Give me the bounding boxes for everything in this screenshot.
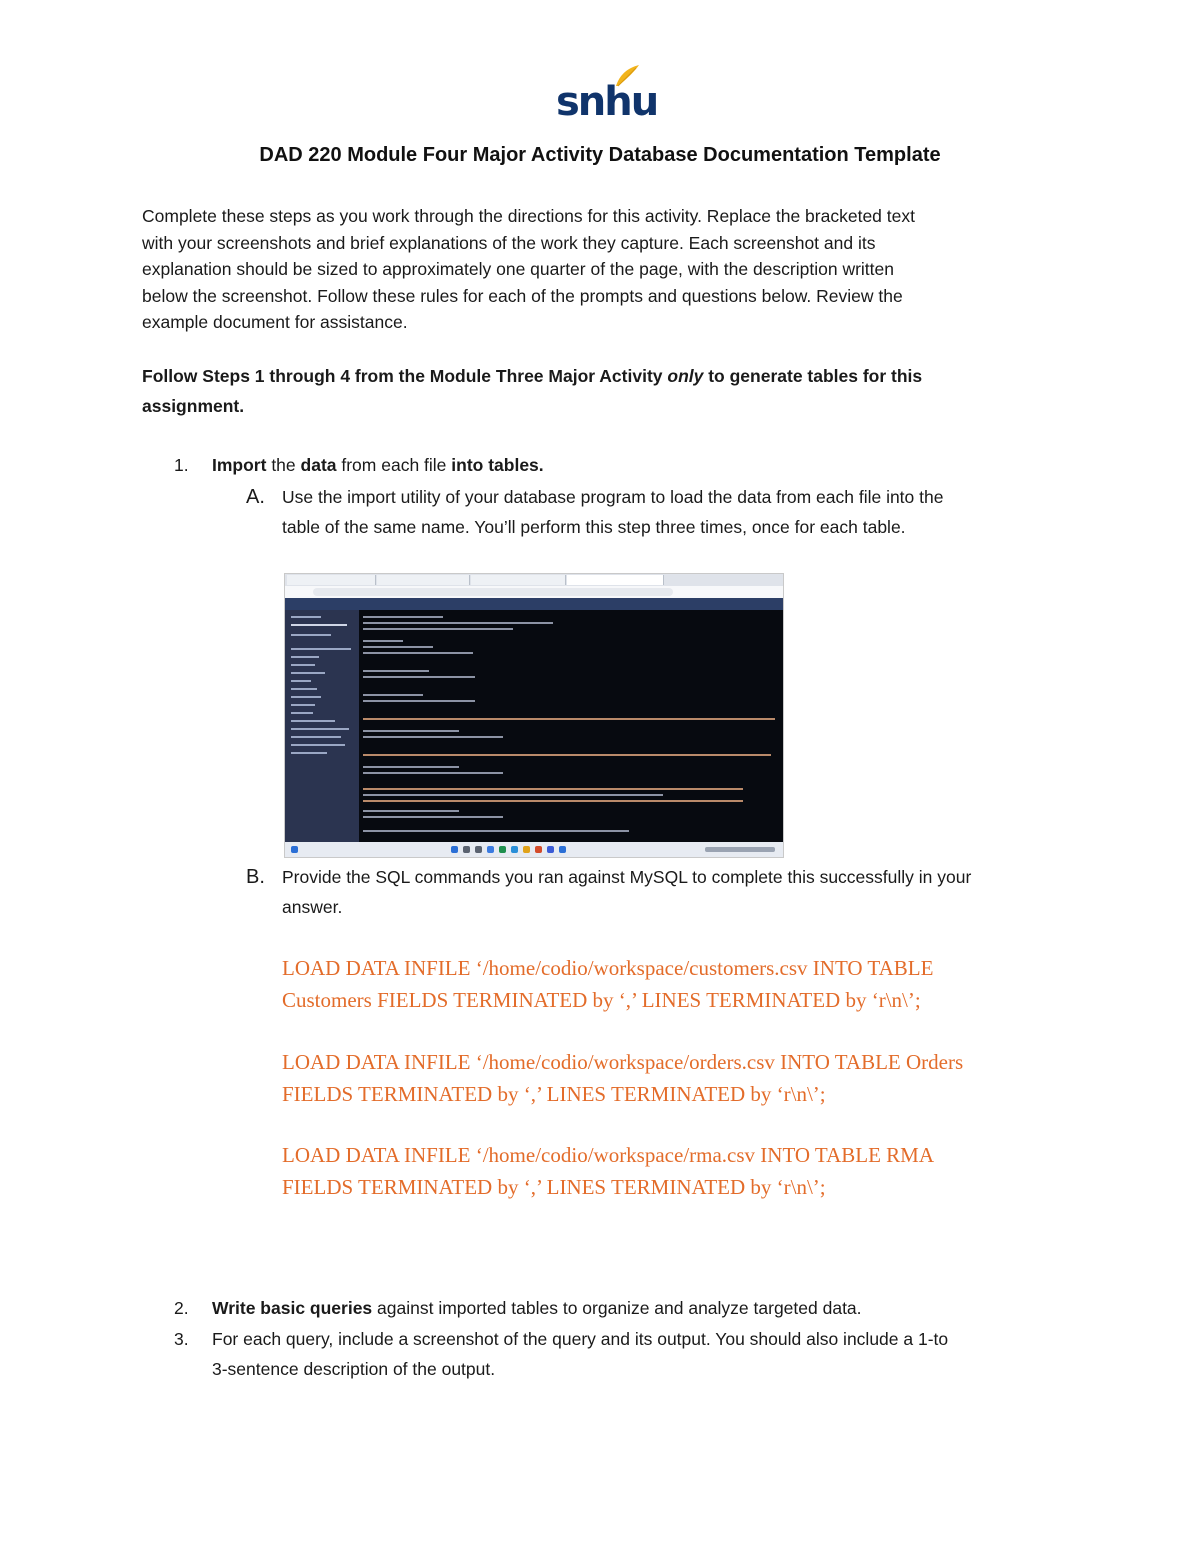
sql-line: FIELDS TERMINATED by ‘,’ LINES TERMINATED by ‘r\n\’; [282,1175,826,1199]
sql-line: LOAD DATA INFILE ‘/home/codio/workspace/customers.csv INTO TABLE [282,956,934,980]
intro-paragraph [142,203,1052,336]
step-1a-line: Use the import utility of your database program to load the data from each file into the [282,487,944,507]
logo-text: snhu [556,79,658,125]
sql-command [282,1139,1062,1203]
intro-line: Complete these steps as you work through the directions for this activity. Replace the bracketed text [142,206,915,226]
intro-line: explanation should be sized to approximately one quarter of the page, with the description written [142,259,894,279]
step-3-line: For each query, include a screenshot of the query and its output. You should also include a 1-to [212,1329,949,1349]
step-1-bold: data [300,455,337,475]
step-3-text [212,1324,1072,1384]
page-title: DAD 220 Module Four Major Activity Database Documentation Template [259,144,941,166]
step-1-number: 1. [174,455,189,475]
step-1a-letter: A. [246,486,265,508]
intro-line: below the screenshot. Follow these rules for each of the prompts and questions below. Review the [142,285,903,306]
sql-line: FIELDS TERMINATED by ‘,’ LINES TERMINATED by ‘r\n\’; [282,1082,826,1106]
step-1-bold: into tables. [451,455,544,475]
step-2-text [212,1293,862,1323]
sql-command [282,952,1062,1016]
follow-text: assignment. [142,396,245,416]
step-1a-text [282,482,1082,542]
step-3-number: 3. [174,1329,189,1349]
sql-line: LOAD DATA INFILE ‘/home/codio/workspace/rma.csv INTO TABLE RMA [282,1143,935,1167]
sql-command [282,1046,1062,1110]
step-1a-line: table of the same name. You’ll perform this step three times, once for each table. [282,517,906,537]
follow-text: Follow Steps 1 through 4 from the Module Three Major Activity [142,366,668,386]
sql-line: LOAD DATA INFILE ‘/home/codio/workspace/orders.csv INTO TABLE Orders [282,1050,964,1074]
step-2-bold: Write basic queries [212,1298,373,1318]
follow-instruction [142,361,1042,421]
step-1b-letter: B. [246,866,265,888]
follow-text: to generate tables for this [703,366,923,386]
snhu-logo [556,64,658,125]
step-1-plain: the [266,455,301,475]
sql-line: Customers FIELDS TERMINATED by ‘,’ LINES TERMINATED by ‘r\n\’; [282,988,921,1012]
file-tree-sidebar [285,610,359,842]
step-1b-text [282,862,1082,922]
step-3-line: 3-sentence description of the output. [212,1359,496,1379]
step-2-number: 2. [174,1298,189,1318]
browser-tab-bar [285,574,783,586]
step-1-text [212,450,544,480]
intro-line: example document for assistance. [142,312,408,332]
step-1-plain: from each file [336,455,452,475]
terminal-output [359,610,783,842]
step-1-bold: Import [212,455,267,475]
step-2-plain: against imported tables to organize and analyze targeted data. [372,1298,862,1318]
terminal-screenshot [284,573,784,858]
step-1b-line: answer. [282,897,343,917]
follow-emphasis: only [667,366,704,386]
os-taskbar [285,842,783,857]
intro-line: with your screenshots and brief explanations of the work they capture. Each screenshot and its [142,232,876,253]
ide-menu-bar [285,598,783,610]
step-1b-line: Provide the SQL commands you ran against MySQL to complete this successfully in your [282,867,972,887]
browser-address-bar [285,586,783,598]
